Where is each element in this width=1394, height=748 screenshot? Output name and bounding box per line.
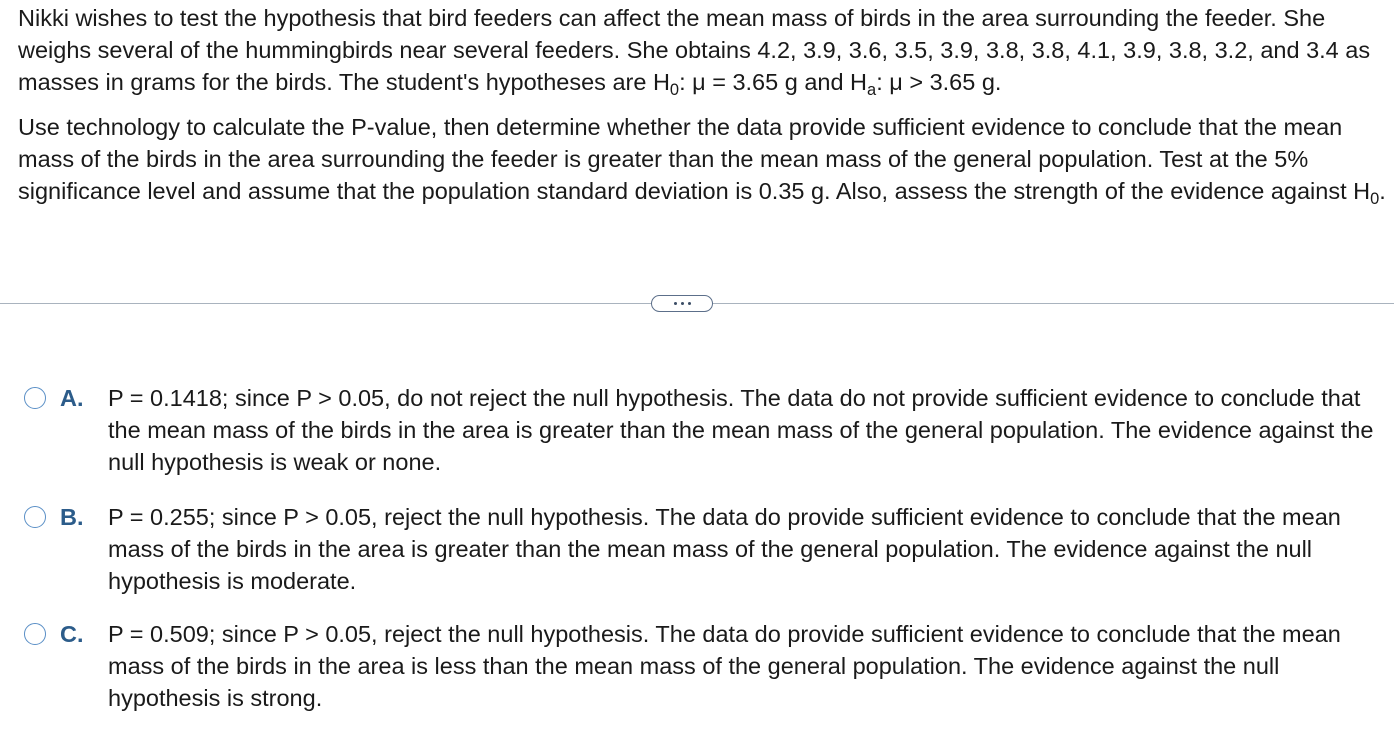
instructions-subscript: 0 <box>1370 190 1380 209</box>
option-text-b[interactable]: P = 0.255; since P > 0.05, reject the null hypothesis. The data do provide sufficient evidence to conclude that the mean mass of the birds in the area is greater than the mean mass of the general population. The evidence against the null hypothesis is moderate. <box>108 504 1341 594</box>
question-paragraph-1 <box>18 2 1388 98</box>
alt-hypothesis: : μ > 3.65 g. <box>876 69 1002 95</box>
question-paragraph-2 <box>18 111 1388 207</box>
instructions-end: . <box>1379 178 1386 204</box>
ellipsis-icon <box>681 302 684 305</box>
radio-button-c[interactable] <box>24 623 46 645</box>
option-text-c[interactable]: P = 0.509; since P > 0.05, reject the null hypothesis. The data do provide sufficient evidence to conclude that the mean mass of the birds in the area is less than the mean mass of the general population. The evidence against the null hypothesis is strong. <box>108 621 1341 711</box>
alt-hypothesis-subscript: a <box>867 81 877 100</box>
question-text <box>18 2 1388 207</box>
null-hypothesis-subscript: 0 <box>669 81 680 100</box>
answer-option-c[interactable] <box>24 618 1384 714</box>
radio-button-b[interactable] <box>24 506 46 528</box>
question-intro: Nikki wishes to test the hypothesis that bird feeders can affect the mean mass of birds in the area surrounding the feeder. She weighs several of the hummingbirds near several feeders. She obtains 4.2, 3.9, 3.6, 3.5, 3.9, 3.8, 3.8, 4.1, 3.9, 3.8, 3.2, and 3.4 as masses in grams for the birds. The student's hypotheses are H <box>18 5 1371 95</box>
radio-button-a[interactable] <box>24 387 46 409</box>
answer-option-a[interactable] <box>24 382 1384 478</box>
expand-more-button[interactable] <box>651 295 713 312</box>
ellipsis-icon <box>688 302 691 305</box>
question-instructions: Use technology to calculate the P-value, then determine whether the data provide sufficient evidence to conclude that the mean mass of the birds in the area surrounding the feeder is greater than the mean mass of the general population. Test at the 5% significance level and assume that the population standard deviation is 0.35 g. Also, assess the strength of the evidence against H <box>18 114 1371 204</box>
option-letter-a: A. <box>60 385 84 411</box>
answer-option-b[interactable] <box>24 501 1384 597</box>
ellipsis-icon <box>674 302 677 305</box>
option-letter-c: C. <box>60 621 84 647</box>
null-hypothesis: : μ = 3.65 g and H <box>679 69 868 95</box>
option-letter-b: B. <box>60 504 84 530</box>
option-text-a[interactable]: P = 0.1418; since P > 0.05, do not reject the null hypothesis. The data do not provide sufficient evidence to conclude that the mean mass of the birds in the area is greater than the mean mass of the general population. The evidence against the null hypothesis is weak or none. <box>108 385 1374 475</box>
